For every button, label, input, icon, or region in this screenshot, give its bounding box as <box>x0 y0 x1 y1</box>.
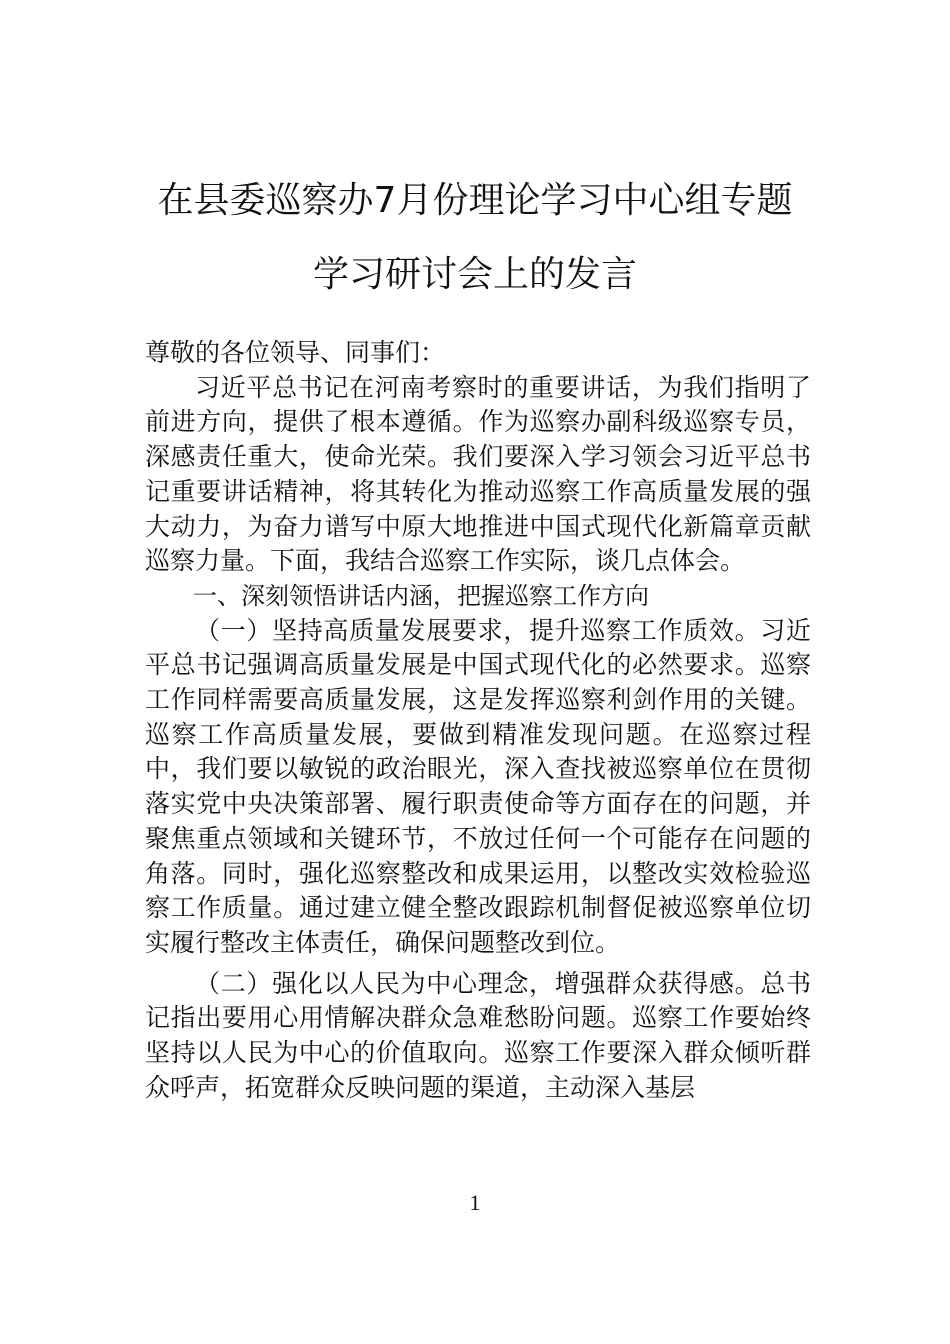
page-number: 1 <box>469 1190 481 1215</box>
document-title-line-2: 学习研讨会上的发言 <box>312 254 637 295</box>
document-body <box>145 336 811 1105</box>
salutation: 尊敬的各位领导、同事们： <box>145 338 446 367</box>
section-heading: 一、深刻领悟讲话内涵，把握巡察工作方向 <box>193 581 649 610</box>
paragraph-subsection-2: （二）强化以人民为中心理念，增强群众获得感。总书记指出要用心用情解决群众急难愁盼问题。巡察工作要始终坚持以人民为中心的价值取向。巡察工作要深入群众倾听群众呼声，拓宽群众反映问题的渠道，主动深入基层 <box>145 968 811 1102</box>
paragraph-intro: 习近平总书记在河南考察时的重要讲话，为我们指明了前进方向，提供了根本遵循。作为巡察办副科级巡察专员，深感责任重大，使命光荣。我们要深入学习领会习近平总书记重要讲话精神，将其转化为推动巡察工作高质量发展的强大动力，为奋力谱写中原大地推进中国式现代化新篇章贡献巡察力量。下面，我结合巡察工作实际，谈几点体会。 <box>145 372 811 576</box>
document-title-line-1: 在县委巡察办7月份理论学习中心组专题 <box>157 180 793 221</box>
paragraph-subsection-1: （一）坚持高质量发展要求，提升巡察工作质效。习近平总书记强调高质量发展是中国式现代化的必然要求。巡察工作同样需要高质量发展，这是发挥巡察利剑作用的关键。巡察工作高质量发展，要做到精准发现问题。在巡察过程中，我们要以敏锐的政治眼光，深入查找被巡察单位在贯彻落实党中央决策部署、履行职责使命等方面存在的问题，并聚焦重点领域和关键环节，不放过任何一个可能存在问题的角落。同时，强化巡察整改和成果运用，以整改实效检验巡察工作质量。通过建立健全整改跟踪机制督促被巡察单位切实履行整改主体责任，确保问题整改到位。 <box>145 615 811 957</box>
